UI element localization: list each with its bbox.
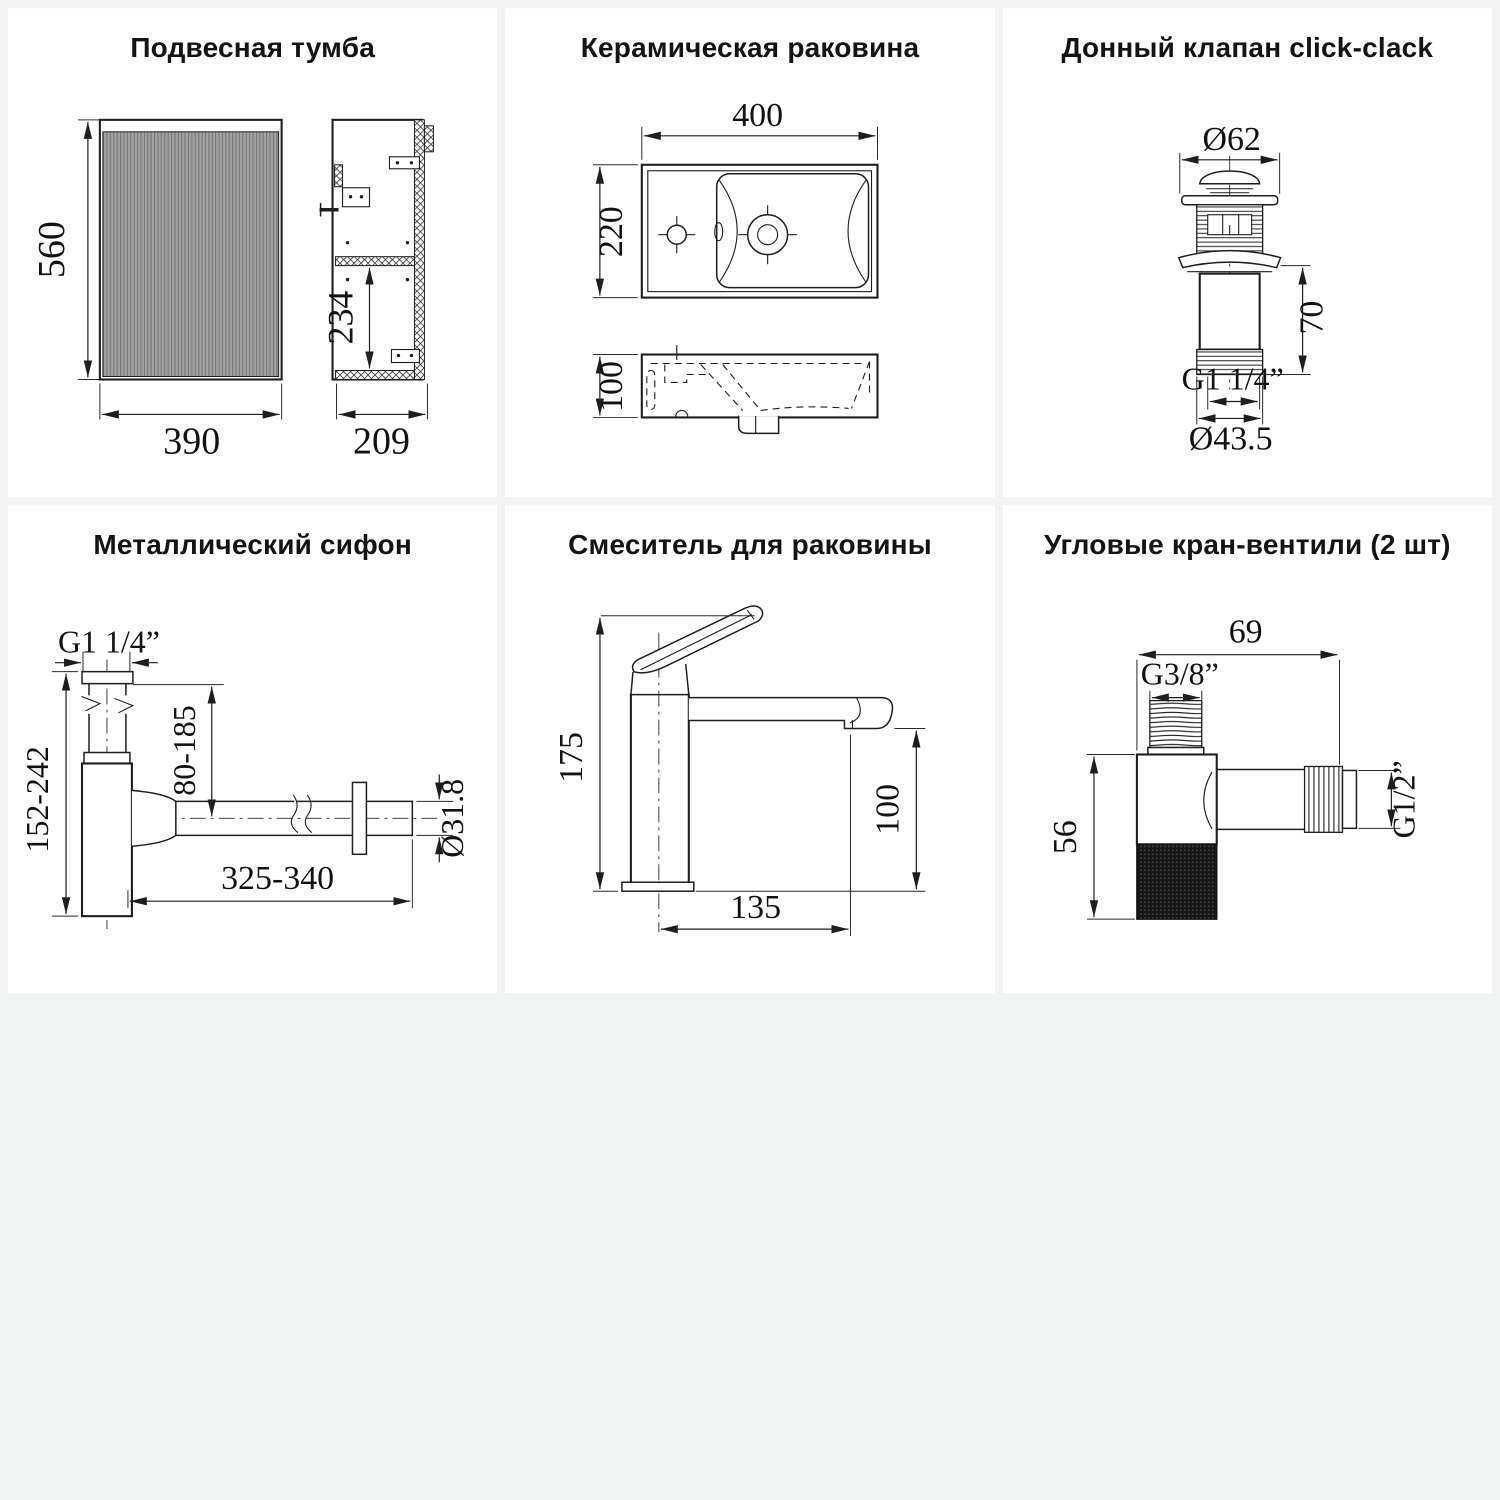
angle-valve-outlet-thread-label: G1/2” bbox=[1385, 760, 1421, 839]
cabinet-front-view bbox=[100, 120, 282, 380]
drain-valve-body bbox=[1178, 156, 1280, 390]
drain-valve-height-label: 70 bbox=[1293, 300, 1331, 335]
faucet-dimensions bbox=[553, 616, 925, 936]
panel-sink bbox=[505, 8, 994, 497]
panel-siphon-title: Металлический сифон bbox=[93, 529, 412, 560]
faucet-spout-reach-label: 135 bbox=[730, 889, 782, 927]
siphon-drawing bbox=[8, 505, 497, 993]
siphon-total-height-label: 152-242 bbox=[20, 746, 56, 853]
angle-valve-height-label: 56 bbox=[1046, 820, 1084, 855]
faucet-body bbox=[622, 606, 893, 932]
cabinet-height-label: 560 bbox=[30, 221, 73, 279]
angle-valve-dimensions bbox=[1047, 614, 1421, 919]
angle-valve-body bbox=[1137, 701, 1357, 920]
angle-valve-drawing bbox=[1003, 505, 1492, 993]
drain-valve-thread-label: G1 1/4” bbox=[1181, 361, 1284, 397]
angle-valve-inlet-thread-label: G3/8” bbox=[1140, 656, 1219, 692]
drain-valve-cap-diameter-label: Ø62 bbox=[1202, 120, 1261, 158]
sink-drawing bbox=[505, 8, 994, 497]
panel-siphon bbox=[8, 505, 497, 993]
panel-cabinet-title: Подвесная тумба bbox=[130, 32, 375, 63]
sink-height-label: 100 bbox=[593, 361, 631, 412]
cabinet-depth-label: 209 bbox=[353, 420, 410, 463]
siphon-inlet-height-label: 80-185 bbox=[166, 705, 202, 796]
panel-sink-title: Керамическая раковина bbox=[580, 32, 920, 63]
sink-depth-label: 220 bbox=[593, 206, 631, 258]
panel-cabinet bbox=[8, 8, 497, 497]
panel-drain-valve bbox=[1003, 8, 1492, 497]
sink-width-label: 400 bbox=[732, 96, 784, 134]
siphon-pipe-diameter-label: Ø31.8 bbox=[435, 778, 471, 858]
panel-drain-valve-title: Донный клапан click-clack bbox=[1061, 32, 1434, 63]
cabinet-inner-height-label: 234 bbox=[320, 290, 361, 345]
panel-angle-valve-title: Угловые кран-вентили (2 шт) bbox=[1043, 529, 1451, 560]
faucet-drawing bbox=[505, 505, 994, 993]
panel-angle-valve bbox=[1003, 505, 1492, 993]
cabinet-drawing bbox=[8, 8, 497, 497]
sink-side-view bbox=[642, 346, 878, 434]
faucet-spout-height-label: 100 bbox=[869, 783, 907, 835]
sink-top-view bbox=[642, 165, 878, 298]
drain-valve-drawing bbox=[1003, 8, 1492, 497]
siphon-thread-label: G1 1/4” bbox=[57, 624, 160, 660]
faucet-height-label: 175 bbox=[553, 732, 591, 783]
drain-valve-tail-diameter-label: Ø43.5 bbox=[1188, 420, 1273, 458]
angle-valve-width-label: 69 bbox=[1228, 613, 1263, 651]
panel-faucet bbox=[505, 505, 994, 993]
cabinet-width-label: 390 bbox=[163, 420, 221, 463]
panel-faucet-title: Смеситель для раковины bbox=[568, 529, 932, 560]
siphon-outlet-length-label: 325-340 bbox=[221, 860, 335, 898]
